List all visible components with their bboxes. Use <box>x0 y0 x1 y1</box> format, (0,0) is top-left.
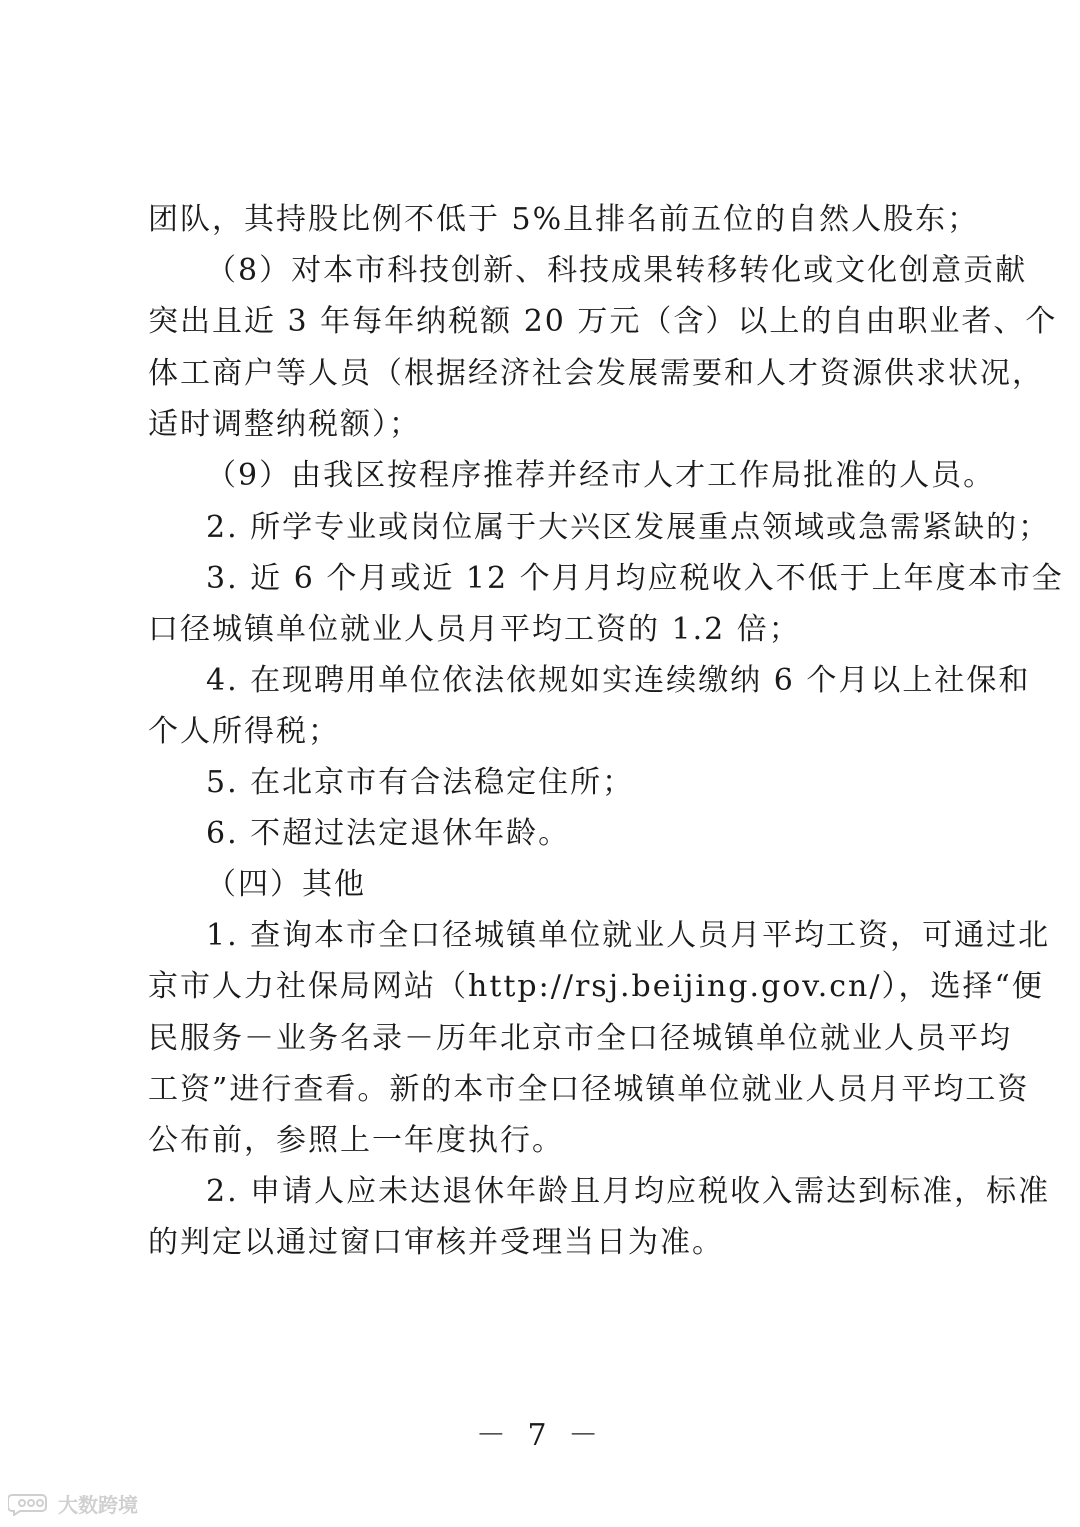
paragraph-line: 2. 所学专业或岗位属于大兴区发展重点领域或急需紧缺的； <box>206 510 1051 545</box>
paragraph-line: 工资”进行查看。新的本市全口径城镇单位就业人员月平均工资 <box>148 1072 1030 1107</box>
paragraph-line: 3. 近 6 个月或近 12 个月月均应税收入不低于上年度本市全 <box>206 561 1064 596</box>
paragraph-line: 突出且近 3 年每年纳税额 20 万元（含）以上的自由职业者、个 <box>148 304 1058 339</box>
page-number: － 7 － <box>475 1418 605 1453</box>
paragraph-line: （9）由我区按程序推荐并经市人才工作局批准的人员。 <box>206 458 996 493</box>
section-heading: （四）其他 <box>206 867 366 902</box>
paragraph-line: 口径城镇单位就业人员月平均工资的 1.2 倍； <box>148 612 801 647</box>
logo-bubble-icon <box>8 1490 52 1516</box>
paragraph-line: 2. 申请人应未达退休年龄且月均应税收入需达到标准，标准 <box>206 1174 1051 1209</box>
watermark-text: 大数跨境 <box>58 1492 138 1517</box>
paragraph-line: 的判定以通过窗口审核并受理当日为准。 <box>148 1225 724 1260</box>
paragraph-line: 团队，其持股比例不低于 5%且排名前五位的自然人股东； <box>148 202 980 237</box>
paragraph-line: 民服务－业务名录－历年北京市全口径城镇单位就业人员平均 <box>148 1021 1012 1056</box>
paragraph-line: 个人所得税； <box>148 714 340 749</box>
paragraph-line: 5. 在北京市有合法稳定住所； <box>206 765 635 800</box>
watermark <box>8 1488 138 1518</box>
paragraph-line: 6. 不超过法定退休年龄。 <box>206 816 571 851</box>
paragraph-line: 体工商户等人员（根据经济社会发展需要和人才资源供求状况， <box>148 356 1044 391</box>
paragraph-line: （8）对本市科技创新、科技成果转移转化或文化创意贡献 <box>206 253 1028 288</box>
paragraph-line: 适时调整纳税额）； <box>148 407 421 442</box>
paragraph-line: 京市人力社保局网站（http://rsj.beijing.gov.cn/），选择“便 <box>148 969 1044 1004</box>
paragraph-line: 公布前，参照上一年度执行。 <box>148 1123 564 1158</box>
paragraph-line: 4. 在现聘用单位依法依规如实连续缴纳 6 个月以上社保和 <box>206 663 1031 698</box>
paragraph-line: 1. 查询本市全口径城镇单位就业人员月平均工资，可通过北 <box>206 918 1051 953</box>
